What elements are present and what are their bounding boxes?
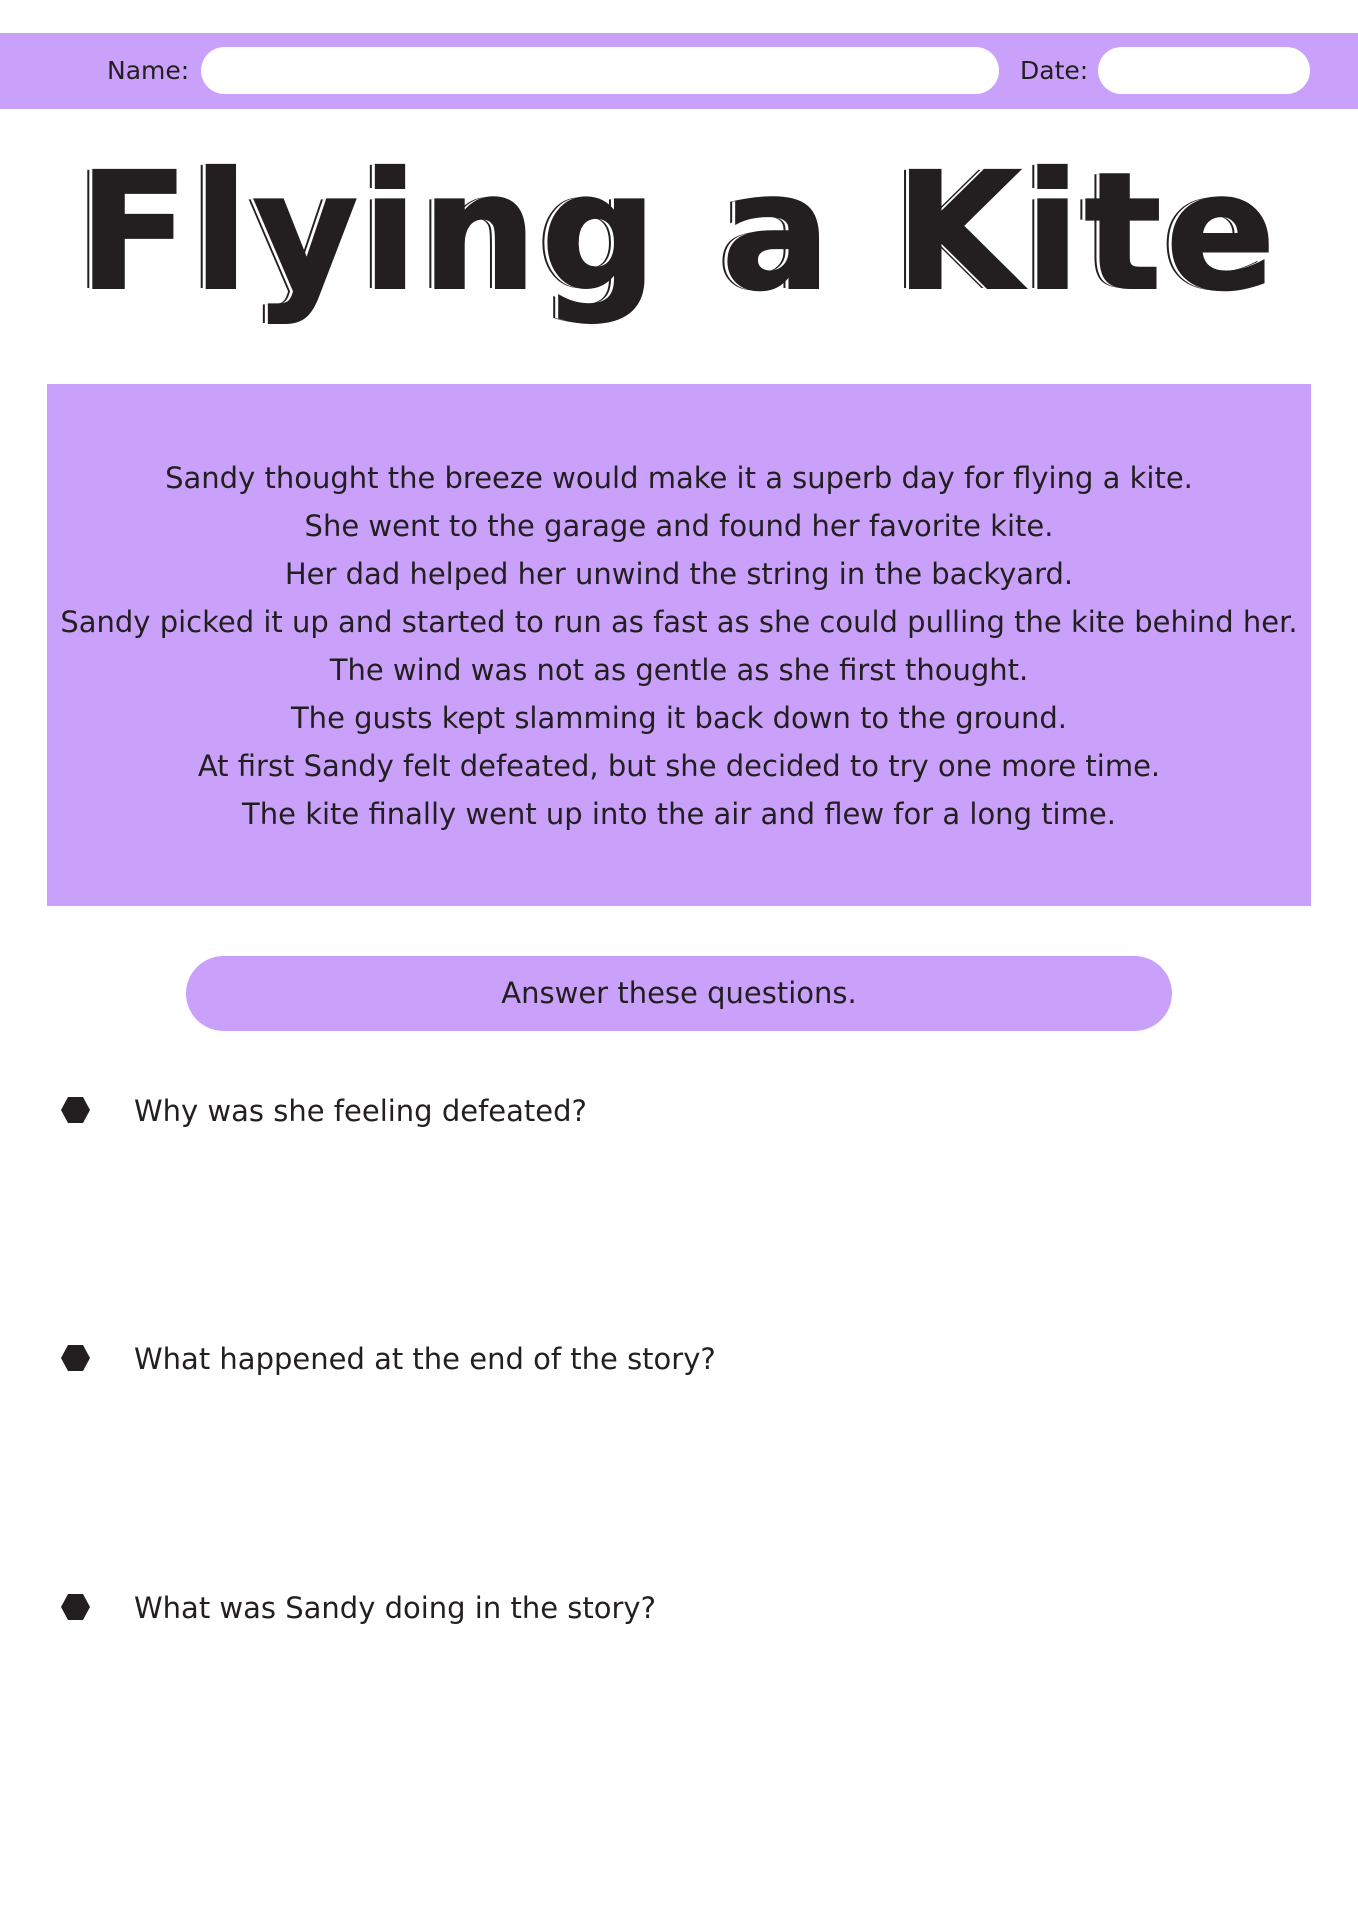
- header-bar: [0, 33, 1358, 109]
- question-item: [60, 1092, 1260, 1132]
- instruction-banner: Answer these questions.: [186, 956, 1172, 1031]
- story-line: The kite finally went up into the air and flew for a long time.: [242, 797, 1116, 831]
- story-line: At first Sandy felt defeated, but she decided to try one more time.: [197, 749, 1161, 783]
- hexagon-bullet-icon: [60, 1593, 91, 1621]
- name-field[interactable]: [201, 47, 999, 94]
- date-field[interactable]: [1098, 47, 1310, 94]
- story-line: Sandy thought the breeze would make it a superb day for flying a kite.: [165, 461, 1193, 495]
- hexagon-bullet-icon: [60, 1344, 91, 1372]
- story-box: [47, 384, 1311, 906]
- page-title: Flying a Kite: [78, 139, 1280, 327]
- story-line: Sandy picked it up and started to run as fast as she could pulling the kite behind her.: [60, 605, 1298, 639]
- story-text: [47, 454, 1311, 838]
- question-text: What was Sandy doing in the story?: [134, 1591, 656, 1625]
- name-label: Name:: [107, 56, 190, 85]
- hexagon-bullet-icon: [60, 1096, 91, 1124]
- story-line: She went to the garage and found her favorite kite.: [304, 509, 1054, 543]
- story-line: The wind was not as gentle as she first thought.: [329, 653, 1029, 687]
- story-line: Her dad helped her unwind the string in the backyard.: [284, 557, 1074, 591]
- question-item: [60, 1340, 1260, 1380]
- question-item: [60, 1589, 1260, 1629]
- date-label: Date:: [1020, 56, 1089, 85]
- story-line: The gusts kept slamming it back down to the ground.: [290, 701, 1068, 735]
- question-text: Why was she feeling defeated?: [134, 1094, 587, 1128]
- question-text: What happened at the end of the story?: [134, 1342, 716, 1376]
